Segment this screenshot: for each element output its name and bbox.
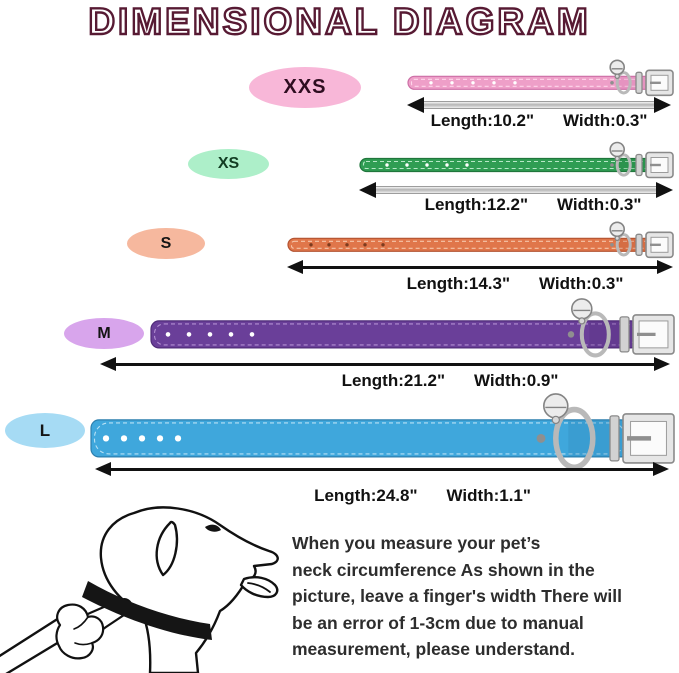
size-badge-xxs xyxy=(249,67,361,108)
arrow-shaft xyxy=(116,363,654,366)
collar-graphic-l xyxy=(90,394,676,468)
arrowhead-left-icon xyxy=(287,260,303,274)
rivet xyxy=(610,163,614,167)
collar-graphic-xs xyxy=(359,135,675,185)
length-arrow-l xyxy=(95,461,669,477)
size-label-xs: XS xyxy=(217,155,240,172)
width-value: Width:0.3" xyxy=(539,274,624,293)
collar-strap xyxy=(288,238,652,251)
buckle-icon xyxy=(646,153,673,178)
buckle-icon xyxy=(646,70,673,95)
strap-fold xyxy=(618,238,648,251)
size-badge-xs xyxy=(188,149,269,179)
dimension-text-m xyxy=(280,371,620,391)
arrowhead-right-icon xyxy=(654,357,670,371)
dimension-text-l xyxy=(250,486,595,506)
collar-graphic-s xyxy=(287,216,675,264)
dimension-text-xs xyxy=(376,195,679,215)
bell-icon xyxy=(544,394,568,424)
arrowhead-left-icon xyxy=(95,462,111,476)
collar-graphic-m xyxy=(150,296,676,360)
buckle-icon xyxy=(633,315,674,354)
arrow-shaft xyxy=(111,468,653,471)
strap-fold xyxy=(618,76,648,89)
collar-graphic-xxs xyxy=(407,54,675,102)
size-label-m: M xyxy=(97,324,111,342)
bell-icon xyxy=(610,222,624,240)
size-badge-m xyxy=(64,318,144,349)
strap-fold xyxy=(618,159,648,172)
keeper-loop xyxy=(636,234,642,255)
width-value: Width:0.3" xyxy=(557,195,642,214)
size-badge-s xyxy=(127,228,205,259)
dimension-text-xxs xyxy=(407,111,671,131)
dog-collar-finger-illustration-icon xyxy=(0,505,285,673)
buckle-icon xyxy=(623,414,674,463)
size-label-xxs: XXS xyxy=(283,76,327,98)
size-label-l: L xyxy=(39,420,51,440)
bell-icon xyxy=(610,60,624,78)
collar-strap xyxy=(91,420,629,457)
length-arrow-s xyxy=(287,259,673,275)
arrowhead-right-icon xyxy=(657,260,673,274)
size-badge-l xyxy=(5,413,85,448)
rivet xyxy=(568,331,574,337)
rivet xyxy=(610,81,614,85)
length-value: Length:24.8" xyxy=(314,486,418,505)
keeper-loop xyxy=(636,72,642,93)
width-value: Width:1.1" xyxy=(446,486,531,505)
bell-icon xyxy=(572,299,592,324)
collar-strap xyxy=(360,159,652,172)
keeper-loop xyxy=(610,416,619,461)
length-value: Length:21.2" xyxy=(341,371,446,390)
width-value: Width:0.9" xyxy=(474,371,559,390)
arrow-shaft xyxy=(376,186,656,194)
arrow-shaft xyxy=(303,266,657,269)
bell-icon xyxy=(610,143,624,161)
length-value: Length:10.2" xyxy=(430,111,535,130)
length-value: Length:14.3" xyxy=(406,274,511,293)
rivet xyxy=(610,243,614,247)
length-arrow-m xyxy=(100,356,670,372)
arrowhead-left-icon xyxy=(359,182,376,198)
arrowhead-right-icon xyxy=(653,462,669,476)
keeper-loop xyxy=(620,317,629,352)
dimension-text-s xyxy=(350,274,679,294)
length-value: Length:12.2" xyxy=(424,195,529,214)
page-title: DIMENSIONAL DIAGRAM xyxy=(88,1,591,42)
measurement-note: When you measure your pet’s neck circumference As shown in the picture, leave a finger's width There will be an error of 1-3cm due to manual measurement, please understand. xyxy=(292,533,622,659)
size-label-s: S xyxy=(160,234,172,252)
arrowhead-left-icon xyxy=(100,357,116,371)
arrow-shaft xyxy=(424,101,654,109)
collar-strap xyxy=(151,321,639,348)
buckle-icon xyxy=(646,232,673,257)
keeper-loop xyxy=(636,155,642,176)
rivet xyxy=(537,434,546,443)
width-value: Width:0.3" xyxy=(563,111,648,130)
